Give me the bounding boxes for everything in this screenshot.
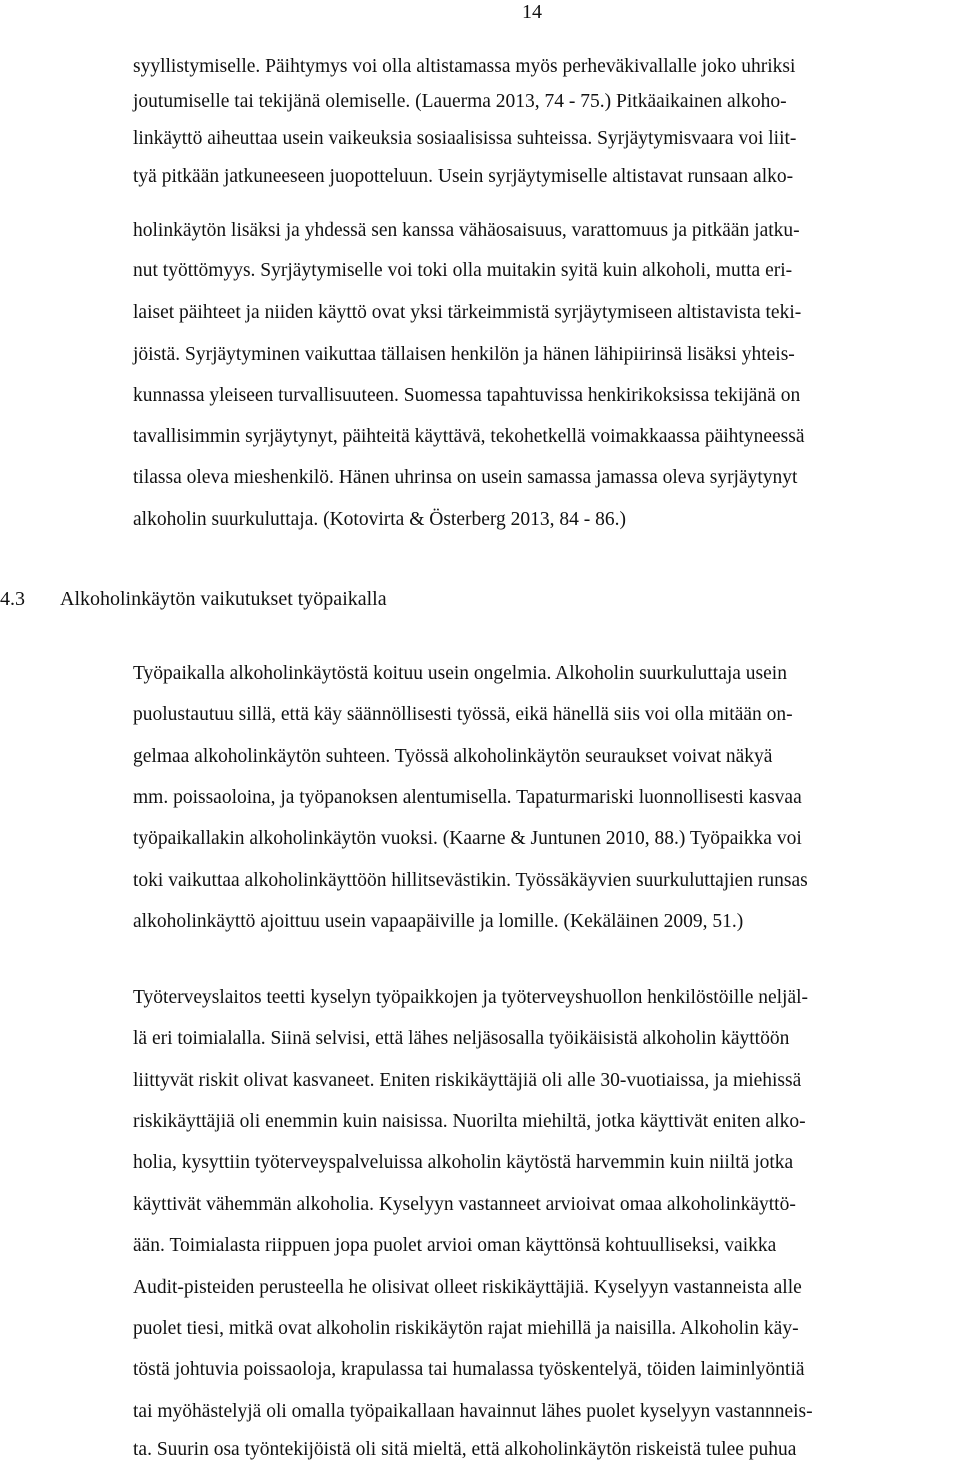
text-line: töstä johtuvia poissaoloja, krapulassa tai humalassa työskentelyä, töiden laiminlyöntiä — [133, 1359, 805, 1380]
text-line: nut työttömyys. Syrjäytymiselle voi toki olla muitakin syitä kuin alkoholi, mutta eri- — [133, 260, 793, 281]
text-line: jöistä. Syrjäytyminen vaikuttaa tällaisen henkilön ja hänen lähipiirinsä lisäksi yhteis- — [133, 344, 795, 365]
text-line: liittyvät riskit olivat kasvaneet. Eniten riskikäyttäjiä oli alle 30-vuotiaissa, ja miehissä — [133, 1070, 802, 1091]
text-line: gelmaa alkoholinkäytön suhteen. Työssä alkoholinkäytön seuraukset voivat näkyä — [133, 746, 773, 767]
text-line: Työterveyslaitos teetti kyselyn työpaikkojen ja työterveyshuollon henkilöstöille neljäl- — [133, 987, 809, 1008]
text-line: riskikäyttäjiä oli enemmin kuin naisissa. Nuorilta miehiltä, jotka käyttivät eniten alko- — [133, 1111, 806, 1132]
text-line: syyllistymiselle. Päihtymys voi olla altistamassa myös perheväkivallalle joko uhriksi — [133, 56, 796, 77]
page-number: 14 — [522, 1, 542, 23]
text-line: toki vaikuttaa alkoholinkäyttöön hillitsevästikin. Työssäkäyvien suurkuluttajien runsas — [133, 870, 808, 891]
text-line: ta. Suurin osa työntekijöistä oli sitä mieltä, että alkoholinkäytön riskeistä tulee puhua — [133, 1439, 797, 1460]
text-line: Työpaikalla alkoholinkäytöstä koituu usein ongelmia. Alkoholin suurkuluttaja usein — [133, 663, 787, 684]
text-line: laiset päihteet ja niiden käyttö ovat yksi tärkeimmistä syrjäytymiseen altistavista teki- — [133, 302, 802, 323]
text-line: puolustautuu sillä, että käy säännöllisesti työssä, eikä hänellä siis voi olla mitään on- — [133, 704, 793, 725]
text-line: linkäyttö aiheuttaa usein vaikeuksia sosiaalisissa suhteissa. Syrjäytymisvaara voi liit- — [133, 128, 797, 149]
text-line: tai myöhästelyjä oli omalla työpaikallaan havainnut lähes puolet kyselyyn vastannneis- — [133, 1401, 813, 1422]
section-title: Alkoholinkäytön vaikutukset työpaikalla — [60, 588, 387, 610]
section-number: 4.3 — [0, 588, 25, 610]
text-line: työpaikallakin alkoholinkäytön vuoksi. (Kaarne & Juntunen 2010, 88.) Työpaikka voi — [133, 828, 802, 849]
text-line: tilassa oleva mieshenkilö. Hänen uhrinsa on usein samassa jamassa oleva syrjäytynyt — [133, 467, 798, 488]
text-line: alkoholinkäyttö ajoittuu usein vapaapäiville ja lomille. (Kekäläinen 2009, 51.) — [133, 911, 744, 932]
text-line: holia, kysyttiin työterveyspalveluissa alkoholin käytöstä harvemmin kuin niiltä jotka — [133, 1152, 794, 1173]
text-line: käyttivät vähemmän alkoholia. Kyselyyn vastanneet arvioivat omaa alkoholinkäyttö- — [133, 1194, 796, 1215]
text-line: Audit-pisteiden perusteella he olisivat olleet riskikäyttäjiä. Kyselyyn vastanneista alle — [133, 1277, 802, 1298]
text-line: kunnassa yleiseen turvallisuuteen. Suomessa tapahtuvissa henkirikoksissa tekijänä on — [133, 385, 801, 406]
text-line: holinkäytön lisäksi ja yhdessä sen kanssa vähäosaisuus, varattomuus ja pitkään jatku- — [133, 220, 800, 241]
text-line: mm. poissaoloina, ja työpanoksen alentumisella. Tapaturmariski luonnollisesti kasvaa — [133, 787, 802, 808]
section-heading — [0, 587, 387, 611]
text-line: alkoholin suurkuluttaja. (Kotovirta & Österberg 2013, 84 - 86.) — [133, 509, 627, 530]
text-line: tyä pitkään jatkuneeseen juopotteluun. Usein syrjäytymiselle altistavat runsaan alko- — [133, 166, 794, 187]
text-line: ään. Toimialasta riippuen jopa puolet arvioi oman käyttönsä kohtuulliseksi, vaikka — [133, 1235, 777, 1256]
text-line: puolet tiesi, mitkä ovat alkoholin riskikäytön rajat miehillä ja naisilla. Alkoholin käy- — [133, 1318, 799, 1339]
text-line: tavallisimmin syrjäytynyt, päihteitä käyttävä, tekohetkellä voimakkaassa päihtyneessä — [133, 426, 805, 447]
text-line: joutumiselle tai tekijänä olemiselle. (Lauerma 2013, 74 - 75.) Pitkäaikainen alkoho- — [133, 91, 787, 112]
text-line: lä eri toimialalla. Siinä selvisi, että lähes neljäsosalla työikäisistä alkoholin käyttöön — [133, 1028, 790, 1049]
